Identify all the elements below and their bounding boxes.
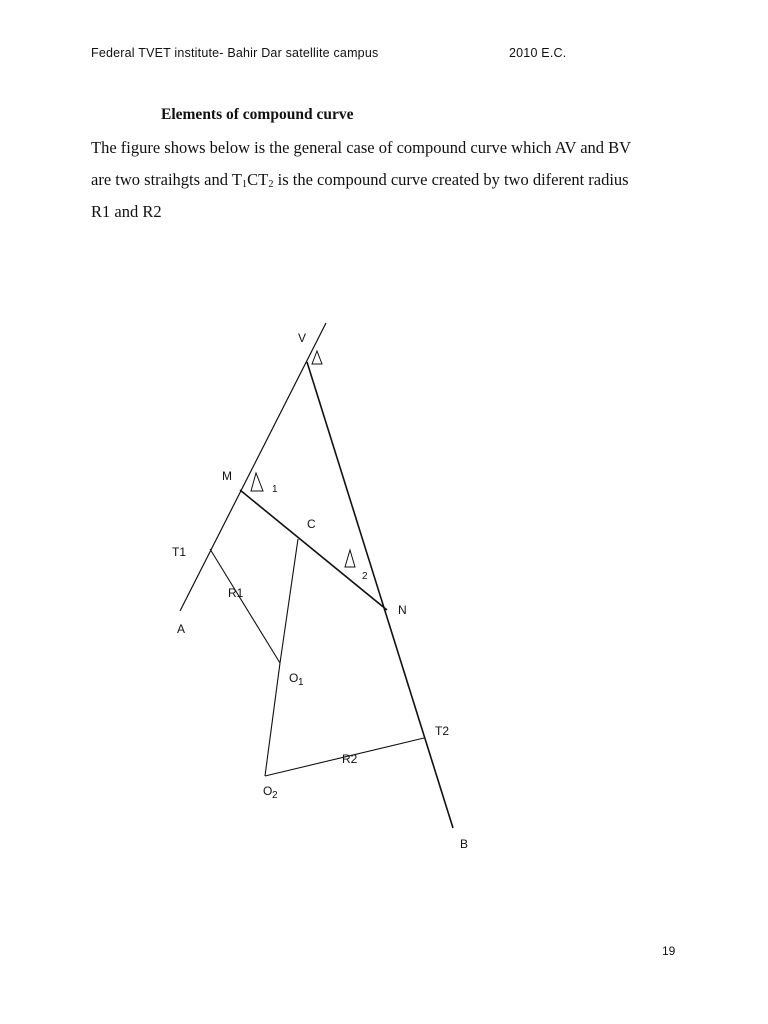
common-tangent-mn bbox=[240, 490, 387, 610]
label-delta-2-sub: 2 bbox=[362, 571, 368, 582]
label-r1: R1 bbox=[228, 586, 244, 600]
line-o1-o2 bbox=[265, 663, 280, 776]
label-a: A bbox=[177, 622, 186, 636]
label-o1: O bbox=[289, 671, 299, 685]
label-c: C bbox=[307, 517, 316, 531]
label-t2: T2 bbox=[435, 724, 450, 738]
delta-2-icon bbox=[345, 550, 355, 567]
line-c-o1 bbox=[280, 539, 298, 663]
header-institute: Federal TVET institute- Bahir Dar satellite campus bbox=[91, 46, 379, 60]
paragraph-line-1: The figure shows below is the general case of compound curve which AV and BV bbox=[91, 138, 632, 157]
label-o2: O bbox=[263, 784, 273, 798]
straight-av bbox=[180, 323, 326, 611]
paragraph-line-2-part-c: is the compound curve created by two diferent radius bbox=[273, 170, 629, 189]
straight-vb bbox=[307, 362, 453, 828]
paragraph-line-2-part-b: CT bbox=[247, 170, 269, 189]
paragraph-line-3: R1 and R2 bbox=[91, 202, 162, 221]
section-title: Elements of compound curve bbox=[161, 106, 354, 123]
header-year: 2010 E.C. bbox=[509, 46, 567, 60]
label-t1: T1 bbox=[172, 545, 187, 559]
delta-1-icon bbox=[251, 473, 263, 491]
label-delta-1-sub: 1 bbox=[272, 484, 278, 495]
label-b: B bbox=[460, 837, 469, 851]
paragraph-line-2-part-a: are two straihgts and T bbox=[91, 170, 242, 189]
subscript-2: 2 bbox=[268, 179, 274, 190]
delta-icon bbox=[312, 351, 322, 364]
subscript-1: 1 bbox=[241, 179, 248, 190]
label-m: M bbox=[222, 469, 232, 483]
page-number: 19 bbox=[662, 944, 676, 958]
label-v: V bbox=[298, 331, 307, 345]
label-o2-sub: 2 bbox=[272, 790, 278, 801]
label-n: N bbox=[398, 603, 407, 617]
radius-r1 bbox=[210, 549, 280, 663]
label-r2: R2 bbox=[342, 752, 358, 766]
label-o1-sub: 1 bbox=[298, 677, 304, 688]
